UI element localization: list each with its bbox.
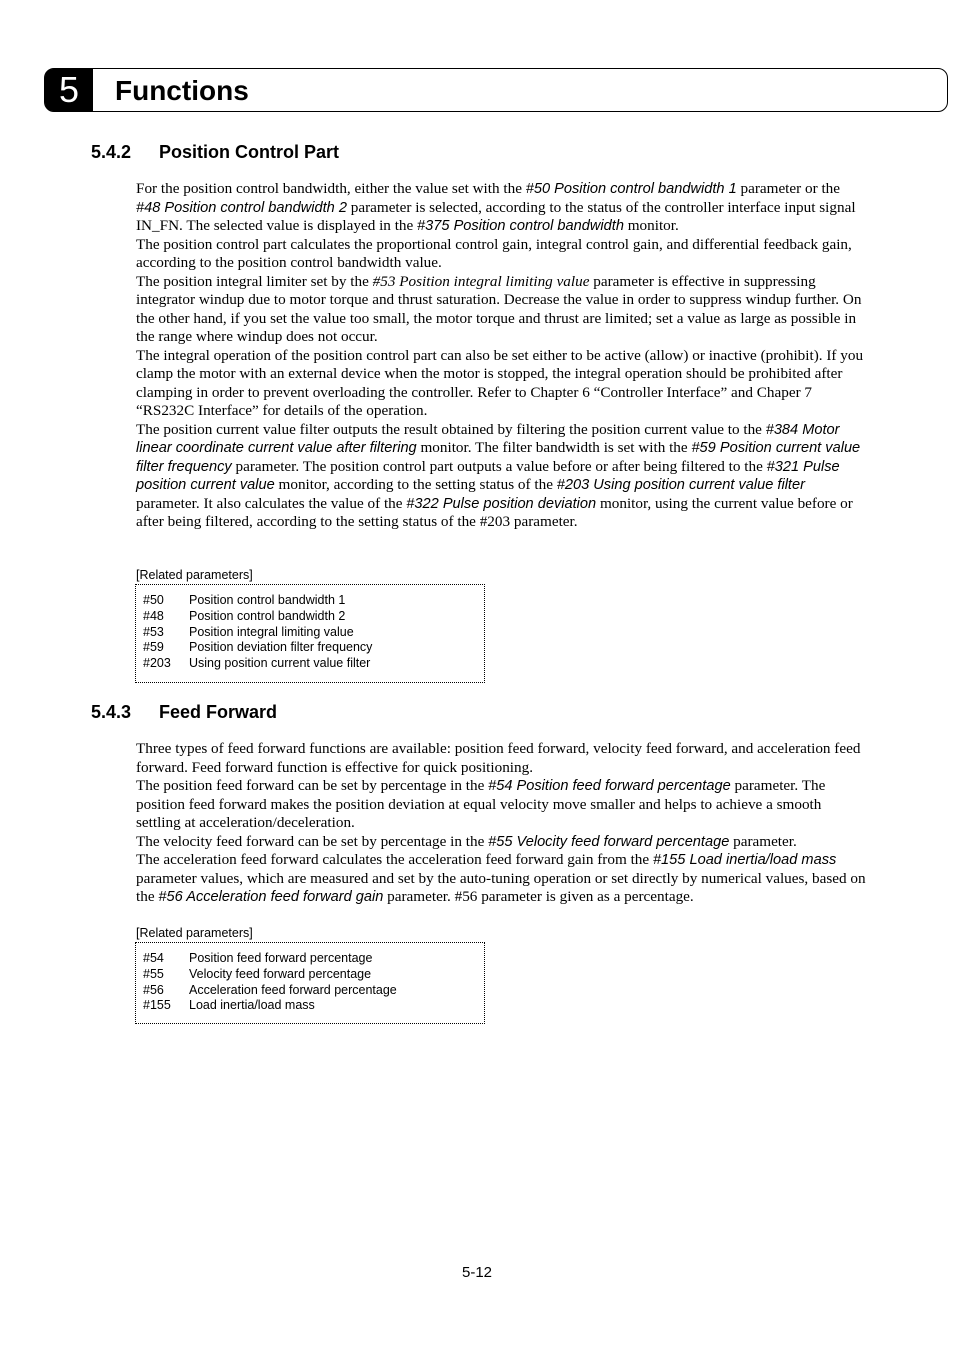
related-parameter-row (143, 593, 478, 609)
related-parameters-box (135, 584, 485, 683)
related-parameters-label: [Related parameters] (136, 926, 253, 940)
text-run: The acceleration feed forward calculates the acceleration feed forward gain from the (136, 851, 653, 868)
chapter-number: 5 (45, 69, 93, 111)
parameter-reference: #203 Using position current value filter (556, 477, 805, 493)
parameter-reference: #48 Position control bandwidth 2 (136, 199, 347, 216)
text-run: parameter is selected, according to the status of the controller interface input signal IN_FN. The selected value is displayed in the (136, 198, 856, 234)
parameter-number: #56 (143, 982, 164, 997)
parameter-name: Position control bandwidth 2 (189, 608, 346, 623)
related-parameter-row (143, 951, 478, 967)
parameter-reference: #50 Position control bandwidth 1 (525, 181, 737, 197)
page-number: 5-12 (461, 1264, 493, 1281)
text-run: The velocity feed forward can be set by percentage in the (136, 832, 489, 850)
text-run: parameter. (729, 832, 797, 850)
parameter-number: #55 (143, 966, 164, 981)
related-parameter-row (143, 983, 478, 999)
text-run: parameter or the (736, 180, 841, 197)
section-number: 5.4.2 (91, 142, 132, 162)
parameter-name: Position control bandwidth 1 (189, 593, 346, 607)
parameter-reference: #56 Acceleration feed forward gain (158, 889, 384, 905)
parameter-reference: #384 Motor linear coordinate current value after filtering (136, 421, 840, 456)
parameter-reference: #375 Position control bandwidth (417, 218, 624, 234)
parameter-reference: #59 Position current value filter frequency (136, 440, 861, 475)
parameter-number: #54 (143, 951, 164, 965)
parameter-number: #48 (143, 608, 164, 623)
parameter-name: Load inertia/load mass (189, 998, 315, 1013)
related-parameter-row (143, 640, 478, 656)
parameter-reference: #321 Pulse position current value (136, 458, 840, 493)
section-title: Position Control Part (159, 142, 339, 162)
text-run: The integral operation of the position control part can also be set either to be active (allow) or inactive (prohibit). If you clamp the motor with an external device when the motor is stopped, the integral operation should be prohibited after clamping in order to prevent overloading the controller. Refer to Chapter 6 “Controller Interface” and Chaper 7 “RS232C Interface” for details of the operation. (136, 346, 864, 419)
text-run: The position feed forward can be set by percentage in the (136, 777, 489, 794)
parameter-reference: #322 Pulse position deviation (406, 495, 597, 512)
text-run: parameter is effective in suppressing integrator windup due to motor torque and thrust saturation. Decrease the value in order to suppress windup further. On the other hand, if you set the value too small, the motor torque and thrust are limited; set a value as large as possible in the range where windup does not occur. (136, 272, 862, 345)
section-heading-5-4-3 (91, 701, 277, 723)
parameter-reference: #55 Velocity feed forward percentage (488, 833, 730, 850)
text-run: The position current value filter outputs the result obtained by filtering the position current value to the (136, 420, 766, 438)
parameter-number: #59 (143, 640, 164, 655)
parameter-number: #50 (143, 593, 164, 607)
body-paragraph (136, 851, 866, 907)
text-run: monitor, according to the setting status of the (274, 476, 557, 493)
text-run: monitor. (623, 217, 679, 234)
text-run: For the position control bandwidth, either the value set with the (136, 180, 526, 197)
body-paragraph (136, 180, 866, 236)
parameter-name: Velocity feed forward percentage (189, 966, 372, 981)
body-paragraph (136, 236, 866, 273)
text-run: parameter. The position feed forward makes the position deviation at equal velocity move smaller and helps to achieve a smooth settling at acceleration/deceleration. (136, 777, 826, 831)
related-parameters-box (135, 942, 485, 1024)
section-heading-5-4-2 (91, 141, 339, 163)
section-number: 5.4.3 (91, 702, 132, 722)
body-paragraph (136, 421, 866, 532)
parameter-number: #53 (143, 624, 164, 639)
parameter-name: Using position current value filter (189, 656, 371, 671)
text-run: The position integral limiter set by the (136, 272, 373, 290)
parameter-name: Position integral limiting value (189, 624, 354, 639)
parameter-name: Position deviation filter frequency (189, 640, 373, 655)
parameter-reference: #53 Position integral limiting value (372, 272, 590, 290)
body-paragraph (136, 347, 866, 421)
text-run: monitor. The filter bandwidth is set with the (416, 439, 692, 456)
body-paragraph (136, 273, 866, 347)
related-parameter-row (143, 998, 478, 1014)
chapter-header (44, 68, 948, 112)
parameter-name: Position feed forward percentage (189, 951, 373, 965)
related-parameter-row (143, 609, 478, 625)
parameter-name: Acceleration feed forward percentage (189, 982, 397, 997)
text-run: monitor, using the current value before or after being filtered, according to the setting status of the #203 parameter. (136, 494, 853, 530)
body-paragraph (136, 777, 866, 833)
text-run: The position control part calculates the proportional control gain, integral control gain, and differential feedback gain, according to the position control bandwidth value. (136, 235, 852, 271)
text-run: parameter. #56 parameter is given as a percentage. (383, 888, 694, 905)
body-paragraph (136, 740, 866, 777)
parameter-reference: #155 Load inertia/load mass (652, 852, 837, 868)
parameter-number: #155 (143, 998, 171, 1013)
text-run: parameter values, which are measured and set by the auto-tuning operation or set directly by numerical values, based on the (136, 869, 866, 905)
section-5-4-2-body (136, 180, 866, 532)
section-title: Feed Forward (159, 702, 278, 722)
body-paragraph (136, 833, 866, 852)
text-run: Three types of feed forward functions are available: position feed forward, velocity feed forward, and acceleration feed forward. Feed forward function is effective for quick positioning. (136, 740, 861, 776)
chapter-title: Functions (115, 75, 249, 106)
text-run: parameter. It also calculates the value of the (136, 494, 407, 512)
parameter-reference: #54 Position feed forward percentage (488, 778, 731, 794)
parameter-number: #203 (143, 656, 171, 671)
section-5-4-3-body (136, 740, 866, 907)
text-run: parameter. The position control part outputs a value before or after being filtered to the (231, 457, 767, 475)
related-parameters-label: [Related parameters] (136, 568, 253, 582)
related-parameter-row (143, 967, 478, 983)
related-parameter-row (143, 625, 478, 641)
related-parameter-row (143, 656, 478, 672)
